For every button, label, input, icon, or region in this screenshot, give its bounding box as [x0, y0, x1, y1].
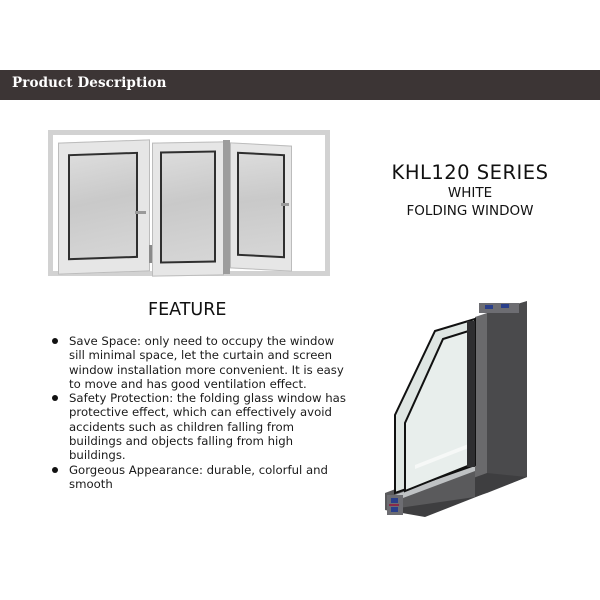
feature-text: Safety Protection: the folding glass window has protective effect, which can effectively avoid accidents such as children falling from buildings and objects falling from high buildings.: [69, 391, 346, 463]
glass-pane: [160, 151, 216, 264]
window-panel-left: [58, 139, 150, 274]
bullet-icon: [52, 395, 58, 401]
bullet-icon: [52, 338, 58, 344]
profile-cross-section-icon: [375, 295, 535, 520]
feature-item: [50, 334, 350, 391]
window-handle-icon: [135, 211, 146, 214]
banner-title: Product Description: [12, 75, 167, 91]
bullet-icon: [52, 467, 58, 473]
glass-pane: [237, 152, 285, 259]
feature-text: Save Space: only need to occupy the window sill minimal space, let the curtain and screen window installation more convenient. It is easy to move and has good ventilation effect.: [69, 334, 344, 391]
folding-window-image: [48, 130, 330, 276]
series-title: KHL120 SERIES: [391, 161, 549, 184]
product-type: FOLDING WINDOW: [406, 203, 534, 219]
window-handle-icon: [281, 203, 289, 206]
feature-list: [50, 334, 350, 491]
glass-pane: [68, 152, 138, 260]
window-panel-right: [230, 142, 292, 271]
window-panel-middle: [152, 141, 224, 276]
feature-item: [50, 463, 350, 492]
feature-item: [50, 391, 350, 462]
hinge-icon: [223, 140, 230, 274]
section-banner: [0, 70, 600, 100]
product-title-block: [360, 162, 580, 220]
feature-heading: FEATURE: [148, 300, 227, 320]
product-color: WHITE: [447, 185, 493, 201]
feature-text: Gorgeous Appearance: durable, colorful and smooth: [69, 462, 328, 491]
window-profile-image: [375, 295, 535, 520]
